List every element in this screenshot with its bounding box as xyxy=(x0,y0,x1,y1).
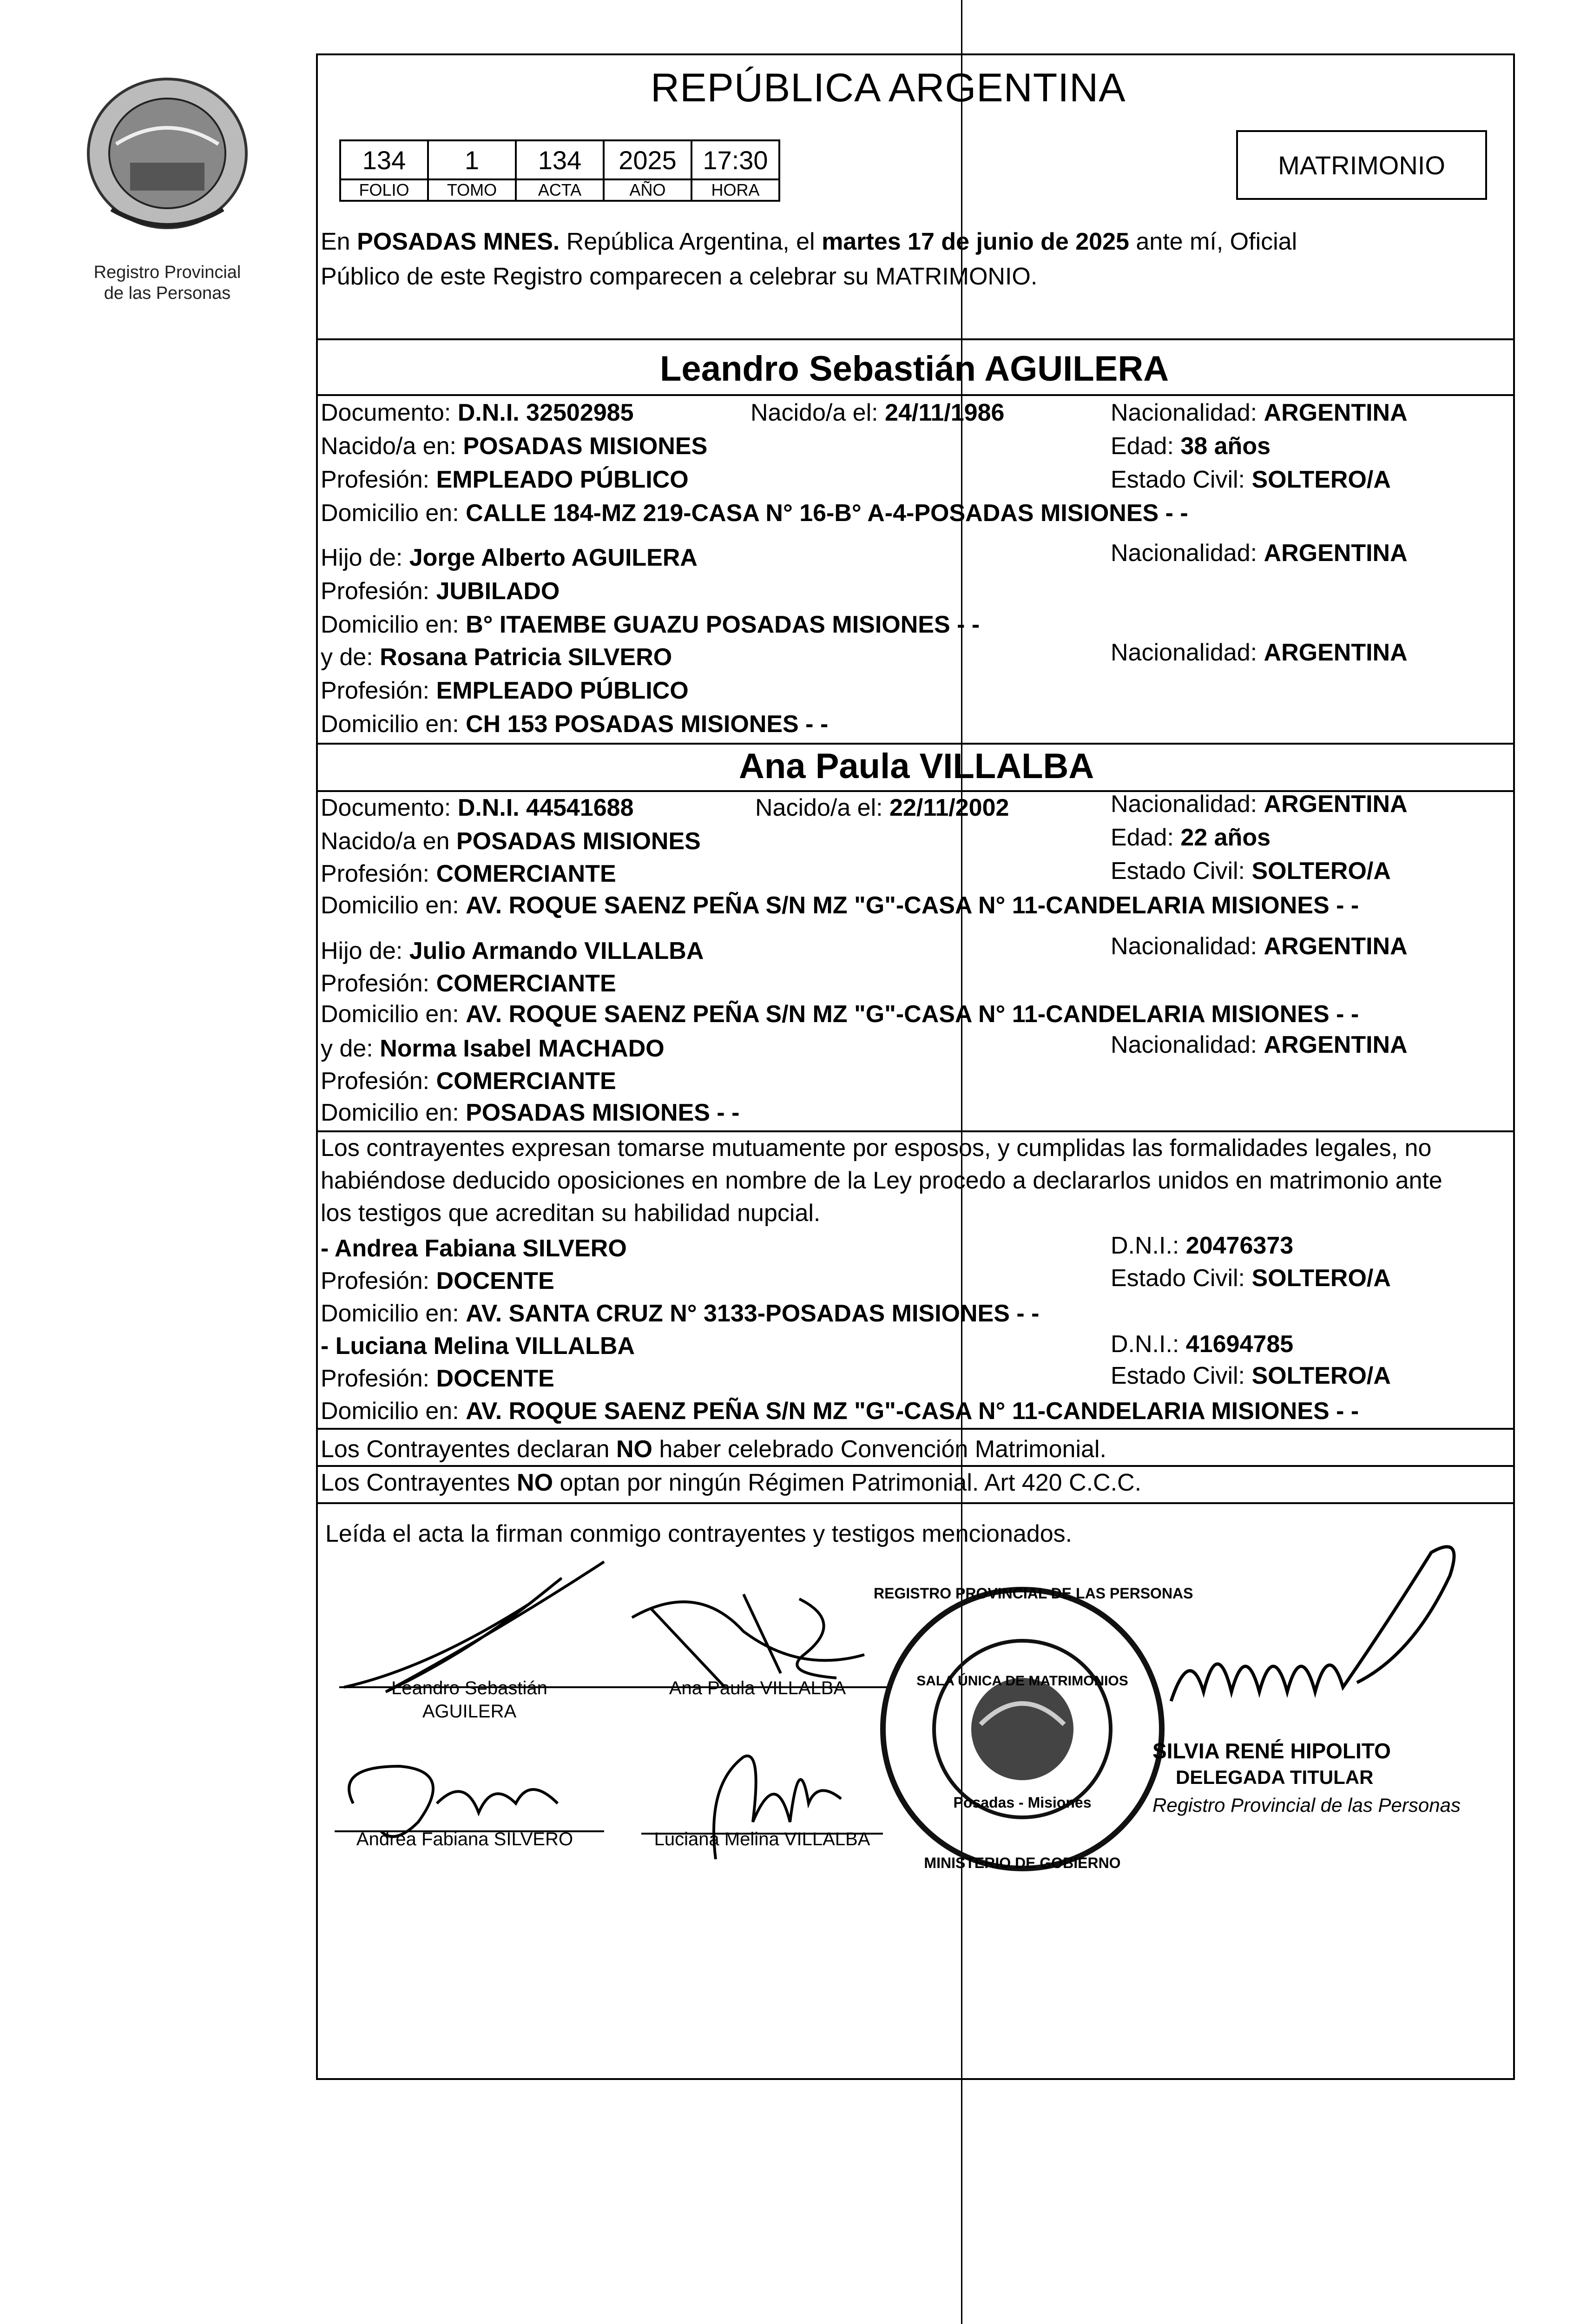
witness-1-sig-name: Andrea Fabiana SILVERO xyxy=(356,1829,573,1849)
witness-1-dni: D.N.I.: 20476373 xyxy=(1111,1232,1294,1259)
divider xyxy=(316,1465,1515,1467)
witness-2-civil: Estado Civil: SOLTERO/A xyxy=(1111,1362,1391,1389)
hour-label: HORA xyxy=(691,179,779,201)
convention-line-2: Los Contrayentes NO optan por ningún Régimen Patrimonial. Art 420 C.C.C. xyxy=(321,1469,1142,1496)
closing-text: Leída el acta la firman conmigo contrayentes y testigos mencionados. xyxy=(325,1520,1073,1547)
tomo-label: TOMO xyxy=(428,179,516,201)
act-type-box: MATRIMONIO xyxy=(1236,130,1487,200)
groom-doc: Documento: D.N.I. 32502985 xyxy=(321,399,634,426)
witness-1-name: - Andrea Fabiana SILVERO xyxy=(321,1235,627,1262)
witness-2-name: - Luciana Melina VILLALBA xyxy=(321,1333,635,1360)
groom-name: Leandro Sebastián AGUILERA xyxy=(660,349,1169,389)
bride-doc: Documento: D.N.I. 44541688 xyxy=(321,794,634,821)
official-stamp xyxy=(874,1576,1193,1882)
witness-2-prof: Profesión: DOCENTE xyxy=(321,1365,554,1392)
divider xyxy=(316,1428,1515,1430)
bride-father-addr: Domicilio en: AV. ROQUE SAENZ PEÑA S/N MZ "G"-CASA N° 11-CANDELARIA MISIONES - - xyxy=(321,1001,1359,1028)
declaration-line-3: los testigos que acreditan su habilidad nupcial. xyxy=(321,1200,821,1227)
groom-prof: Profesión: EMPLEADO PÚBLICO xyxy=(321,466,689,493)
bride-father-nat: Nacionalidad: ARGENTINA xyxy=(1111,933,1408,960)
divider xyxy=(316,743,1515,745)
bride-father: Hijo de: Julio Armando VILLALBA xyxy=(321,938,704,964)
divider xyxy=(316,1130,1515,1132)
bride-nat: Nacionalidad: ARGENTINA xyxy=(1111,791,1408,818)
groom-father-prof: Profesión: JUBILADO xyxy=(321,578,560,605)
stamp-outer-text: REGISTRO PROVINCIAL DE LAS PERSONAS xyxy=(874,1585,1193,1602)
divider xyxy=(316,338,1515,340)
bride-father-prof: Profesión: COMERCIANTE xyxy=(321,970,616,997)
bride-civil: Estado Civil: SOLTERO/A xyxy=(1111,858,1391,885)
province-logo xyxy=(79,74,256,270)
intro-text: En xyxy=(321,228,357,255)
witness-2-sig-name: Luciana Melina VILLALBA xyxy=(654,1829,870,1849)
groom-age: Edad: 38 años xyxy=(1111,433,1271,460)
divider xyxy=(316,1502,1515,1504)
groom-father-addr: Domicilio en: B° ITAEMBE GUAZU POSADAS MISIONES - - xyxy=(321,611,980,638)
logo-caption-2: de las Personas xyxy=(104,284,231,303)
official-name: SILVIA RENÉ HIPOLITO xyxy=(1152,1739,1391,1763)
acta-label: ACTA xyxy=(516,179,604,201)
intro-line-2: Público de este Registro comparecen a celebrar su MATRIMONIO. xyxy=(321,263,1038,290)
registry-table xyxy=(339,139,780,202)
witness-2-addr: Domicilio en: AV. ROQUE SAENZ PEÑA S/N MZ "G"-CASA N° 11-CANDELARIA MISIONES - - xyxy=(321,1398,1359,1425)
intro-text: República Argentina, el xyxy=(560,228,822,255)
tomo-value: 1 xyxy=(428,140,516,179)
bride-mother-prof: Profesión: COMERCIANTE xyxy=(321,1068,616,1095)
official-title: DELEGADA TITULAR xyxy=(1176,1766,1374,1788)
official-office: Registro Provincial de las Personas xyxy=(1152,1794,1461,1816)
convention-line-1: Los Contrayentes declaran NO haber celebrado Convención Matrimonial. xyxy=(321,1436,1106,1463)
groom-sig-name-2: AGUILERA xyxy=(422,1701,517,1722)
logo-caption-1: Registro Provincial xyxy=(93,263,241,282)
hour-value: 17:30 xyxy=(691,140,779,179)
folio-value: 134 xyxy=(340,140,428,179)
witness-1-addr: Domicilio en: AV. SANTA CRUZ N° 3133-POSADAS MISIONES - - xyxy=(321,1300,1040,1327)
witness-1-prof: Profesión: DOCENTE xyxy=(321,1268,554,1294)
bride-born: Nacido/a el: 22/11/2002 xyxy=(755,794,1009,821)
bride-birthplace: Nacido/a en POSADAS MISIONES xyxy=(321,828,701,855)
stamp-city-text: Posadas - Misiones xyxy=(953,1794,1092,1811)
stamp-bottom-text: MINISTERIO DE GOBIERNO xyxy=(924,1855,1121,1871)
bride-sig-name: Ana Paula VILLALBA xyxy=(669,1678,846,1698)
acta-value: 134 xyxy=(516,140,604,179)
document-title: REPÚBLICA ARGENTINA xyxy=(651,66,1126,110)
groom-father-nat: Nacionalidad: ARGENTINA xyxy=(1111,540,1408,567)
stamp-inner-text: SALA ÚNICA DE MATRIMONIOS xyxy=(916,1673,1128,1689)
year-label: AÑO xyxy=(604,179,691,201)
bride-name: Ana Paula VILLALBA xyxy=(739,746,1094,786)
groom-mother-nat: Nacionalidad: ARGENTINA xyxy=(1111,639,1408,666)
groom-sig-name-1: Leandro Sebastián xyxy=(391,1678,547,1698)
intro-text: ante mí, Oficial xyxy=(1129,228,1297,255)
bride-mother-addr: Domicilio en: POSADAS MISIONES - - xyxy=(321,1099,740,1126)
bride-mother: y de: Norma Isabel MACHADO xyxy=(321,1035,665,1062)
groom-father: Hijo de: Jorge Alberto AGUILERA xyxy=(321,544,698,571)
intro-line-1 xyxy=(321,228,1297,256)
divider xyxy=(316,394,1515,396)
folio-label: FOLIO xyxy=(340,179,428,201)
intro-date: martes 17 de junio de 2025 xyxy=(822,228,1129,255)
groom-addr: Domicilio en: CALLE 184-MZ 219-CASA N° 16-B° A-4-POSADAS MISIONES - - xyxy=(321,500,1188,527)
groom-nat: Nacionalidad: ARGENTINA xyxy=(1111,399,1408,426)
witness-2-dni: D.N.I.: 41694785 xyxy=(1111,1331,1294,1358)
intro-city: POSADAS MNES. xyxy=(357,228,560,255)
bride-prof: Profesión: COMERCIANTE xyxy=(321,860,616,887)
bride-mother-nat: Nacionalidad: ARGENTINA xyxy=(1111,1031,1408,1058)
bride-addr: Domicilio en: AV. ROQUE SAENZ PEÑA S/N MZ "G"-CASA N° 11-CANDELARIA MISIONES - - xyxy=(321,892,1359,919)
declaration-line-2: habiéndose deducido oposiciones en nombre de la Ley procedo a declararlos unidos en matrimonio ante xyxy=(321,1167,1442,1194)
witness-1-civil: Estado Civil: SOLTERO/A xyxy=(1111,1265,1391,1292)
year-value: 2025 xyxy=(604,140,691,179)
groom-born: Nacido/a el: 24/11/1986 xyxy=(750,399,1005,426)
groom-civil: Estado Civil: SOLTERO/A xyxy=(1111,466,1391,493)
bride-age: Edad: 22 años xyxy=(1111,824,1271,851)
groom-birthplace: Nacido/a en: POSADAS MISIONES xyxy=(321,433,708,460)
groom-mother-addr: Domicilio en: CH 153 POSADAS MISIONES - - xyxy=(321,711,829,738)
groom-mother-prof: Profesión: EMPLEADO PÚBLICO xyxy=(321,677,689,704)
groom-mother: y de: Rosana Patricia SILVERO xyxy=(321,644,672,671)
declaration-line-1: Los contrayentes expresan tomarse mutuamente por esposos, y cumplidas las formalidades legales, no xyxy=(321,1135,1432,1162)
